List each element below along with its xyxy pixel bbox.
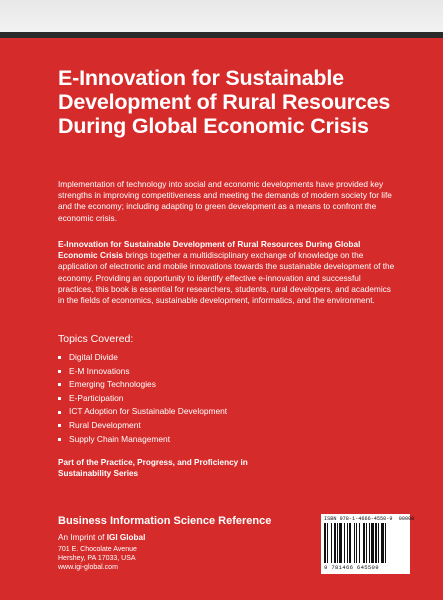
bullet-icon <box>58 411 61 414</box>
imprint-name: IGI Global <box>106 533 146 542</box>
isbn-text: ISBN 978-1-4666-4550-9 90000 <box>324 516 415 522</box>
bullet-icon <box>58 356 61 359</box>
topics-heading: Topics Covered: <box>58 333 134 345</box>
topic-item: ICT Adoption for Sustainable Development <box>58 405 227 419</box>
bullet-icon <box>58 370 61 373</box>
series-note: Part of the Practice, Progress, and Proficiency in Sustainability Series <box>58 458 248 478</box>
barcode-image <box>324 523 407 563</box>
bullet-icon <box>58 438 61 441</box>
bullet-icon <box>58 383 61 386</box>
paragraph-2-title: E-Innovation for Sustainable Development of Rural Resources During Global Economic Crisis <box>58 239 361 261</box>
description-paragraph-2 <box>58 239 398 306</box>
topic-item: Digital Divide <box>58 351 227 365</box>
barcode-box <box>321 514 415 574</box>
topic-item: E-M Innovations <box>58 365 227 379</box>
topic-item: Supply Chain Management <box>58 433 227 447</box>
publisher-name: Business Information Science Reference <box>58 515 272 527</box>
topics-list <box>58 351 227 446</box>
paragraph-2-text: brings together a multidisciplinary exchange of knowledge on the application of electronic and mobile innovations towards the sustainable development of the economy. Providing an opportunity to identify effective e-innovation and successful practices, this book is essential for researchers, students, rural developers, and academics in the fields of economics, sustainable development, informatics, and the environment. <box>58 250 395 306</box>
bullet-icon <box>58 424 61 427</box>
description-paragraph-1: Implementation of technology into social and economic developments have provided key strengths in improving competitiveness and meeting the demands of modern society for life and the economy; including adapting to green development as a means to confront the economic crisis. <box>58 179 392 223</box>
website: www.igi-global.com <box>58 564 118 571</box>
address-line: Hershey, PA 17033, USA <box>58 555 136 562</box>
topic-item: E-Participation <box>58 392 227 406</box>
address-line: 701 E. Chocolate Avenue <box>58 546 137 553</box>
topic-item: Emerging Technologies <box>58 378 227 392</box>
top-band <box>0 0 443 38</box>
imprint-line: An Imprint of IGI Global <box>58 533 146 542</box>
book-title: E-Innovation for Sustainable Development of Rural Resources During Global Economic Crisis <box>58 66 391 138</box>
ean-number: 9 781466 645509 <box>324 564 379 571</box>
topic-item: Rural Development <box>58 419 227 433</box>
bullet-icon <box>58 397 61 400</box>
